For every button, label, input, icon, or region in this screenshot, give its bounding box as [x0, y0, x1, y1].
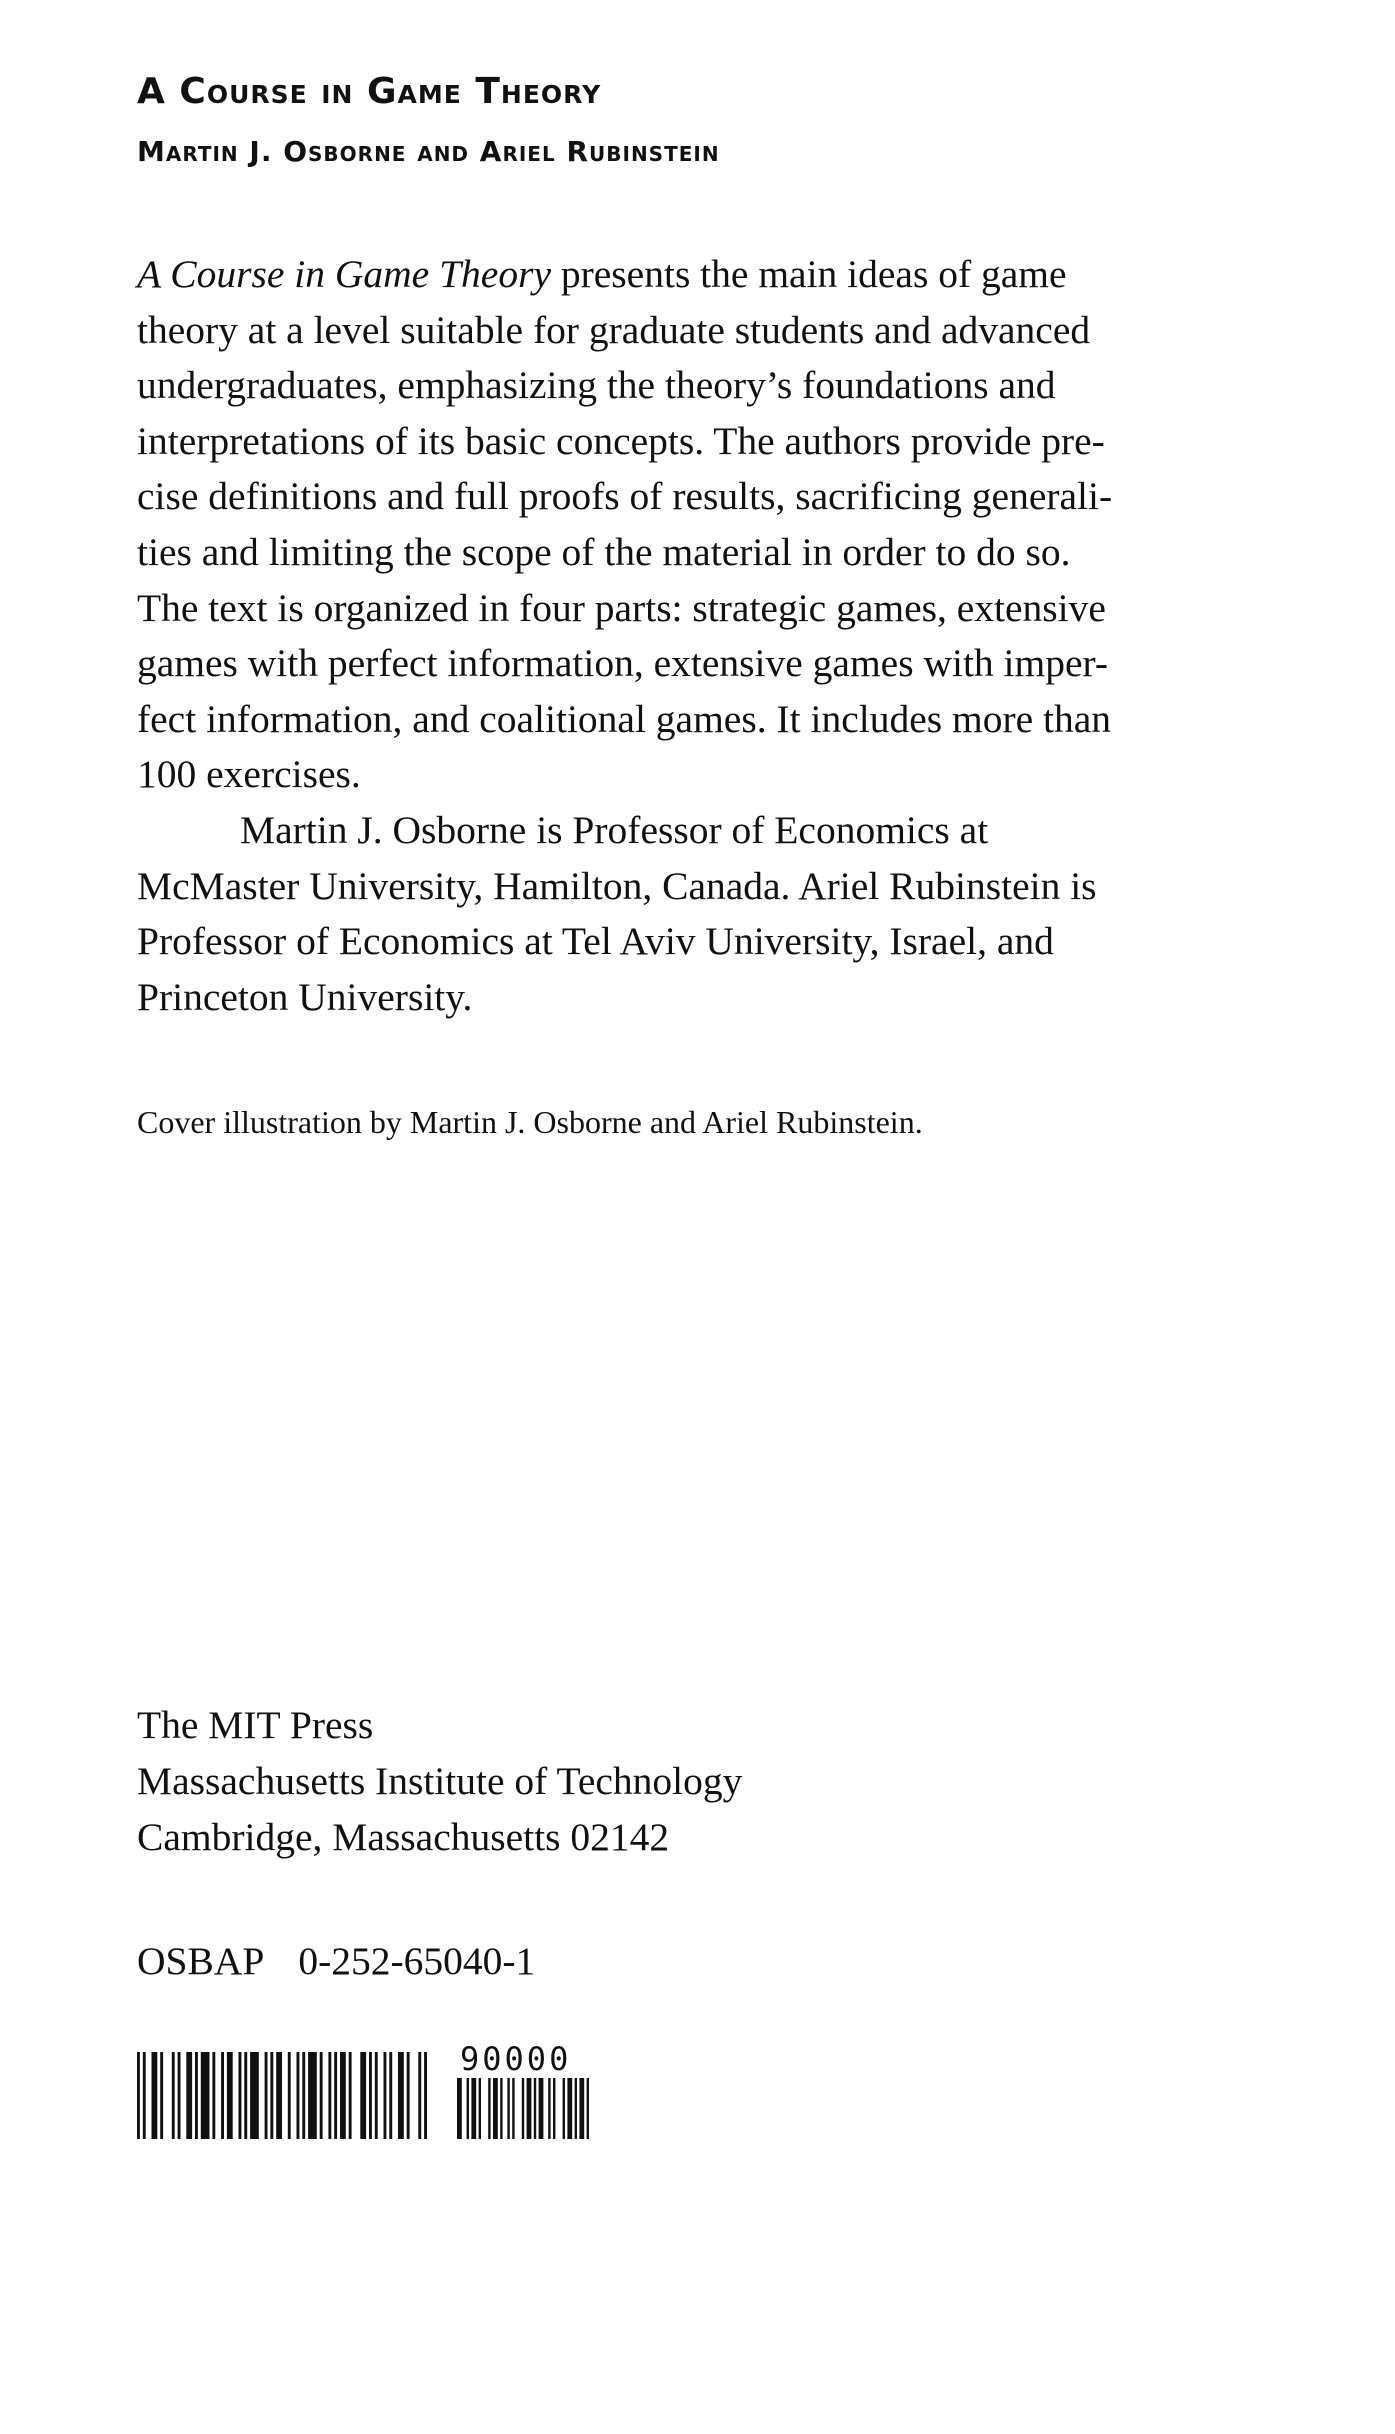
barcode-bar: [398, 2052, 404, 2139]
description-line: theory at a level suitable for graduate students and advanced: [137, 307, 1091, 352]
barcode-bar: [548, 2078, 550, 2139]
description-line: games with perfect information, extensive games with imper-: [137, 641, 1109, 686]
barcode-bar: [302, 2052, 305, 2139]
barcode-bar: [143, 2052, 146, 2139]
barcode-bar: [201, 2052, 210, 2139]
barcode-bar: [320, 2052, 323, 2139]
barcode-bar: [587, 2078, 589, 2139]
barcode-bar: [471, 2078, 476, 2139]
barcode-bar: [424, 2052, 427, 2139]
barcode-bar: [227, 2052, 233, 2139]
barcode-bar: [522, 2078, 524, 2139]
barcode-bar: [172, 2052, 175, 2139]
barcode-bar: [527, 2078, 532, 2139]
publisher-block: [137, 1697, 742, 1865]
barcode-bar: [567, 2078, 572, 2139]
barcode-bar: [579, 2078, 584, 2139]
barcode-bar: [407, 2052, 410, 2139]
barcode-bar: [186, 2052, 192, 2139]
barcode-bar: [137, 2052, 140, 2139]
barcode-bar: [276, 2052, 282, 2139]
barcode-bar: [178, 2052, 181, 2139]
barcode-addon: [457, 2078, 602, 2139]
barcode-bar: [575, 2078, 577, 2139]
barcode-bar: [340, 2052, 346, 2139]
barcode-bar: [418, 2052, 421, 2139]
description-italic-title: A Course in Game Theory: [137, 252, 551, 296]
barcode-bar: [512, 2078, 514, 2139]
author-bio-line: McMaster University, Hamilton, Canada. Ariel Rubinstein is: [137, 863, 1097, 908]
description-line: undergraduates, emphasizing the theory’s foundations and: [137, 363, 1056, 408]
publisher-address: Cambridge, Massachusetts 02142: [137, 1815, 670, 1859]
barcode-bar: [539, 2078, 544, 2139]
barcode-bar: [152, 2052, 158, 2139]
isbn-line: [137, 1933, 535, 1989]
barcode-bar: [553, 2078, 555, 2139]
description-line: 100 exercises.: [137, 752, 361, 797]
barcode-bar: [288, 2052, 291, 2139]
barcode-bar: [250, 2052, 259, 2139]
book-authors: Martin J. Osborne and Ariel Rubinstein: [137, 135, 720, 168]
barcode-bar: [328, 2052, 331, 2139]
author-bio-line: Martin J. Osborne is Professor of Economics at: [240, 807, 989, 852]
isbn-code: 0-252-65040-1: [298, 1939, 536, 1983]
description-line: [137, 247, 1267, 303]
barcode-bar: [488, 2078, 490, 2139]
barcode-bar: [221, 2052, 224, 2139]
barcode-bar: [375, 2052, 378, 2139]
cover-credit: Cover illustration by Martin J. Osborne and Ariel Rubinstein.: [137, 1104, 923, 1140]
barcode-bar: [457, 2078, 462, 2139]
barcode-bar: [195, 2052, 198, 2139]
author-bio-line: Princeton University.: [137, 974, 473, 1019]
barcode-bar: [297, 2052, 300, 2139]
description-line: The text is organized in four parts: strategic games, extensive: [137, 585, 1106, 630]
barcode-bar: [500, 2078, 502, 2139]
description-line: ties and limiting the scope of the material in order to do so.: [137, 529, 1071, 574]
barcode-bar: [308, 2052, 317, 2139]
barcode-bar: [349, 2052, 352, 2139]
barcode-bar: [265, 2052, 268, 2139]
barcode-bar: [270, 2052, 273, 2139]
description-line: interpretations of its basic concepts. The authors provide pre-: [137, 418, 1105, 463]
author-bio-line: Professor of Economics at Tel Aviv University, Israel, and: [137, 919, 1054, 964]
book-title: A Course in Game Theory: [137, 71, 602, 112]
barcode-bar: [563, 2078, 565, 2139]
barcode-bar: [160, 2052, 163, 2139]
barcode-bar: [493, 2078, 498, 2139]
book-description: [137, 247, 1267, 1025]
barcode-bar: [369, 2052, 372, 2139]
barcode-bar: [334, 2052, 337, 2139]
barcode-bar: [467, 2078, 469, 2139]
barcode-bar: [389, 2052, 392, 2139]
barcode-bar: [212, 2052, 215, 2139]
barcode: [137, 2052, 427, 2139]
barcode-bar: [239, 2052, 242, 2139]
barcode-bar: [360, 2052, 366, 2139]
barcode-bar: [384, 2052, 387, 2139]
barcode-bar: [534, 2078, 536, 2139]
barcode-bar: [507, 2078, 509, 2139]
barcode-bar: [479, 2078, 481, 2139]
publisher-name: The MIT Press: [137, 1703, 374, 1747]
description-line: cise definitions and full proofs of results, sacrificing generali-: [137, 474, 1113, 519]
isbn-prefix: OSBAP: [137, 1939, 265, 1983]
barcode-bar: [244, 2052, 247, 2139]
barcode-addon-digits: 90000: [460, 2040, 572, 2078]
description-line-rest: presents the main ideas of game: [551, 252, 1067, 296]
description-line: fect information, and coalitional games. It includes more than: [137, 696, 1112, 741]
publisher-institution: Massachusetts Institute of Technology: [137, 1759, 743, 1803]
